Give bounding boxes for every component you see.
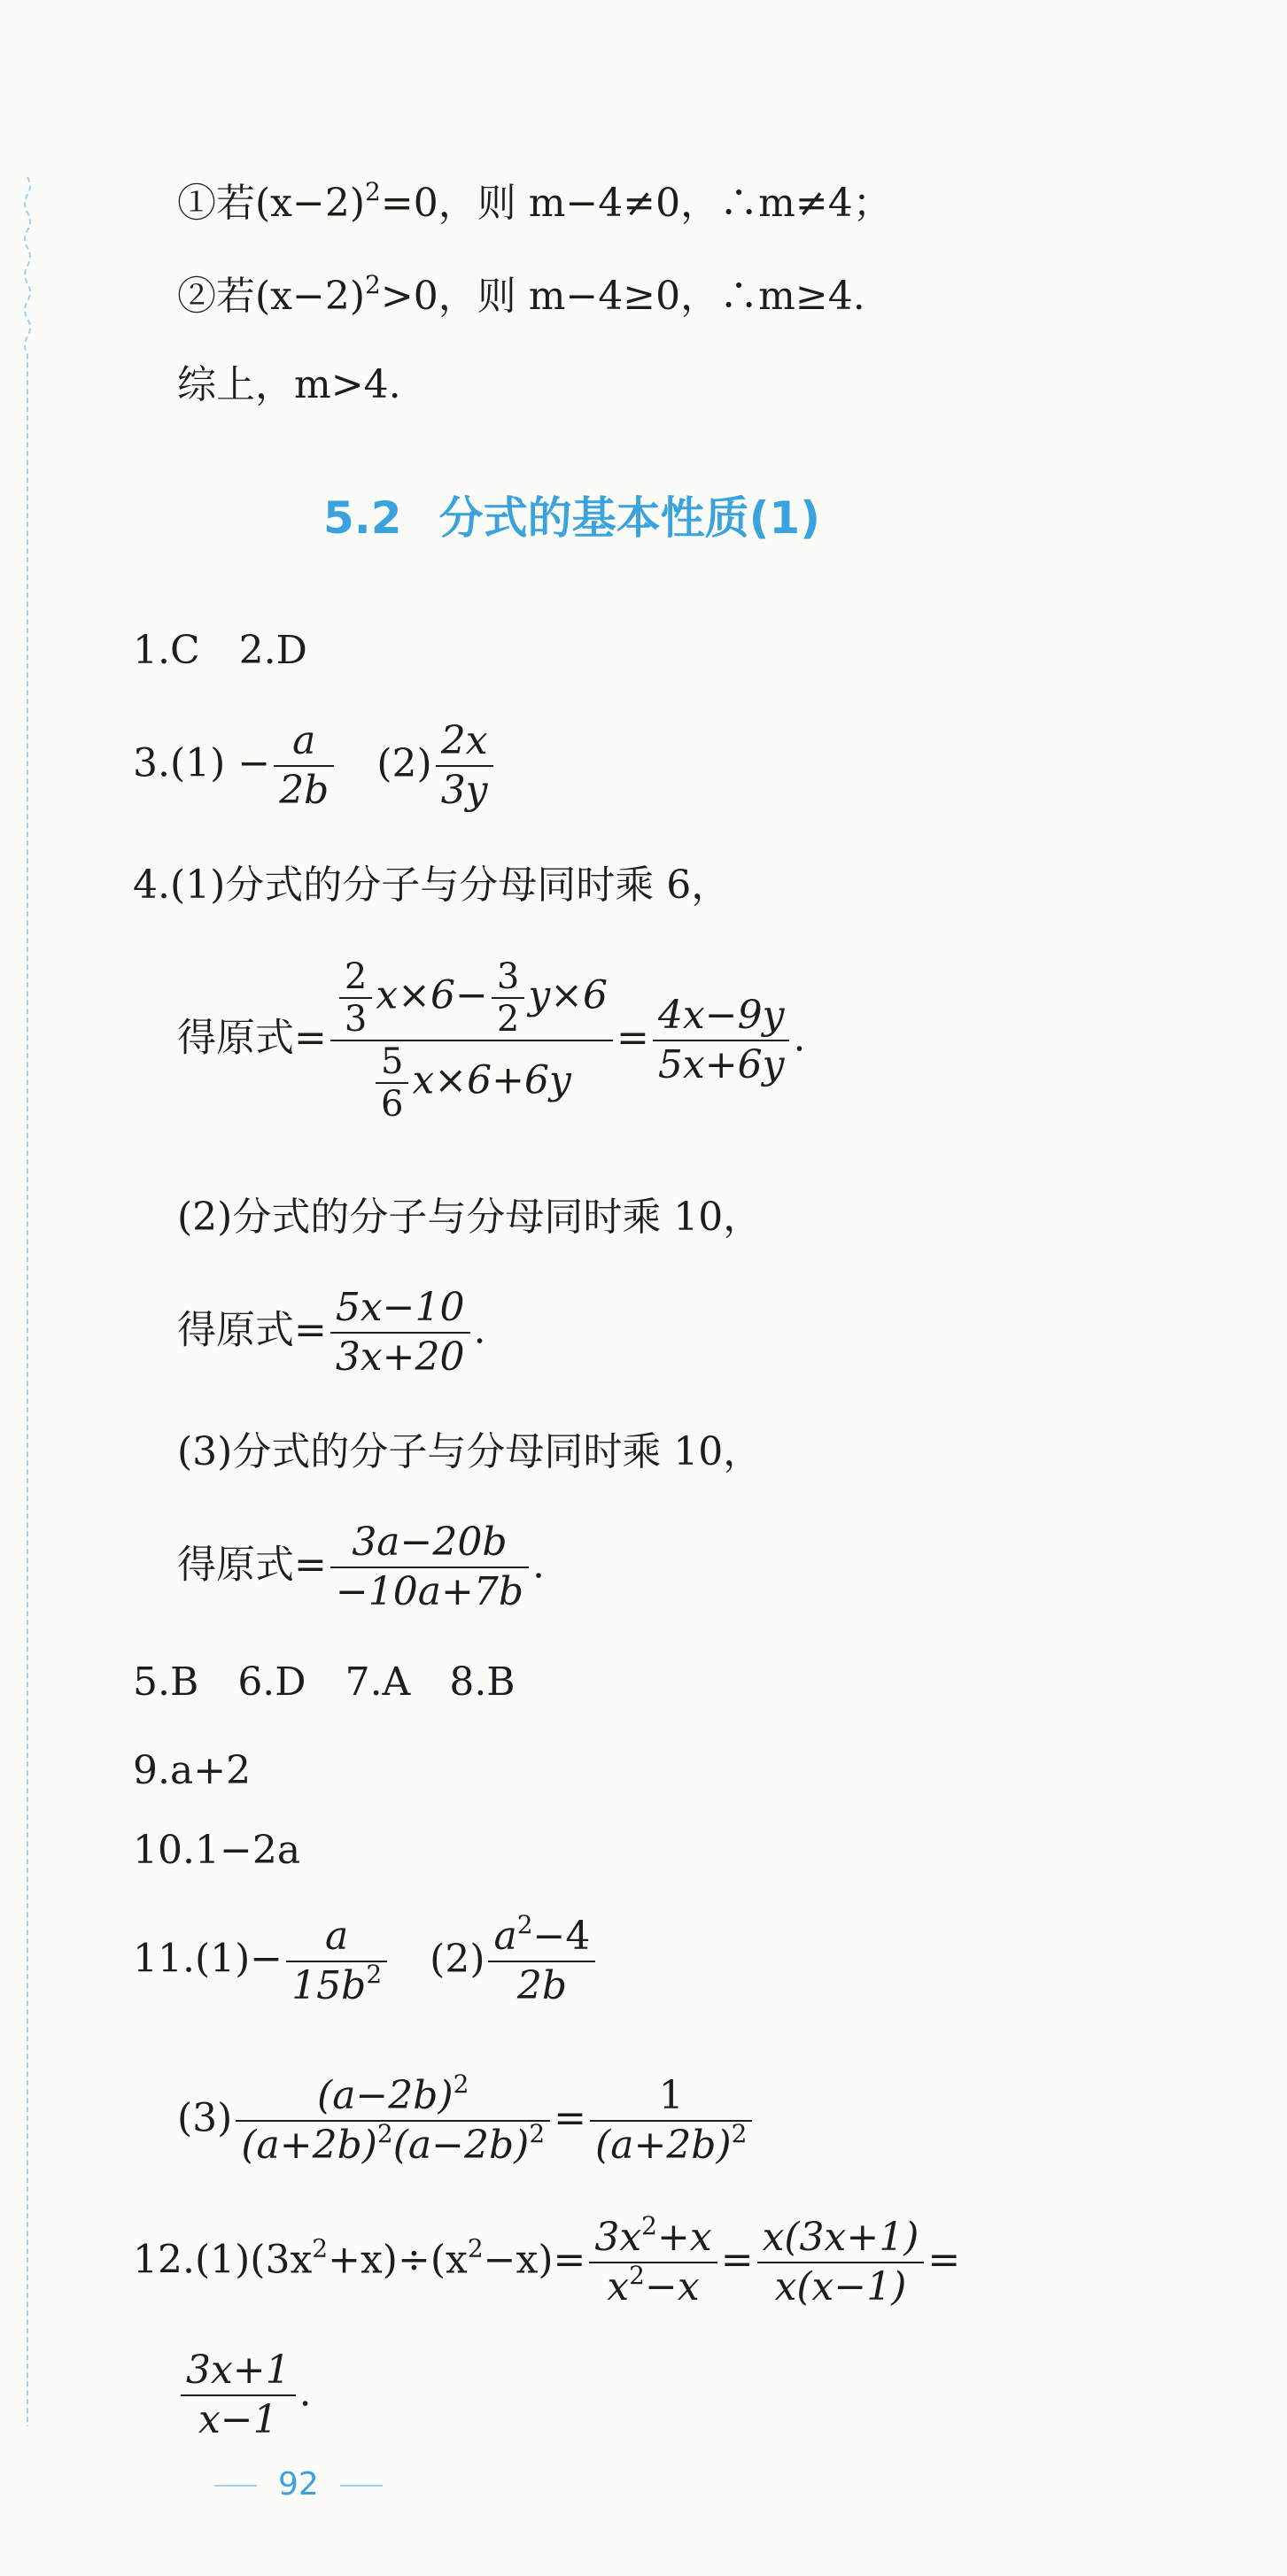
fraction-a11-3-result: $\frac{1}{(a+2b)^2}$: [590, 2072, 752, 2170]
fraction-a4-3: $\frac{3a-20b}{-10a+7b}$: [330, 1519, 529, 1616]
section-title: 分式的基本性质(1): [438, 492, 821, 544]
section-heading: [323, 483, 820, 546]
answer-9: 9.a+2: [133, 1748, 252, 1793]
fraction-a11-1: $\frac{a}{15b^2}$: [286, 1913, 387, 2010]
page-number: 92: [193, 2466, 404, 2503]
answer-3: 3.(1) − $\frac{a}{2b}$ (2) $\frac{2x}{3y}$: [133, 717, 497, 815]
fraction-a4-2: $\frac{5x-10}{3x+20}$: [330, 1284, 470, 1381]
fraction-a3-2: $\frac{2x}{3y}$: [436, 717, 493, 815]
answer-4-3-equation: 得原式= $\frac{3a-20b}{-10a+7b}$ .: [177, 1520, 545, 1614]
fraction-a3-1: $\frac{a}{2b}$: [274, 717, 334, 815]
fraction-a12-2: $\frac{x(3x+1)}{x(x-1)}$: [757, 2214, 925, 2311]
fraction-a4-result: $\frac{4x-9y}{5x+6y}$: [653, 992, 790, 1089]
fraction-a12-1: $\frac{3x^2+x}{x^2-x}$: [589, 2214, 717, 2311]
answer-12-result: $\frac{3x+1}{x-1}$ .: [177, 2347, 312, 2444]
fraction-a12-end: $\frac{3x+1}{x-1}$: [181, 2347, 296, 2444]
answer-4-3: (3)分式的分子与分母同时乘 10，: [177, 1429, 763, 1474]
answer-4-1-equation: 得原式= $\frac{2}{3}$ x×6− $\frac{3}{2}$ y×6 $\frac{5}{6}$ x×6+6y = $\frac{4x-9y}{5x+6y}$ .: [177, 956, 806, 1125]
answer-5-8: 5.B 6.D 7.A 8.B: [133, 1659, 516, 1705]
answer-10: 10.1−2a: [133, 1828, 301, 1873]
fraction-a11-3: $\frac{(a-2b)^2}{(a+2b)^2(a-2b)^2}$: [236, 2072, 550, 2170]
intro-line-2: ②若$(x-2)^2>0$，则 m−4≥0，∴m≥4.: [177, 270, 865, 319]
answer-4-2-equation: 得原式= $\frac{5x-10}{3x+20}$ .: [177, 1285, 486, 1380]
answer-4-1: 4.(1)分式的分子与分母同时乘 6，: [133, 863, 731, 908]
fraction-a4-big: $\frac{2}{3}$ x×6− $\frac{3}{2}$ y×6 $\frac{5}{6}$ x×6+6y: [330, 956, 613, 1125]
fraction-a11-2: $\frac{a^2-4}{2b}$: [488, 1913, 595, 2010]
decorative-wavy-border: [19, 177, 35, 2426]
answer-4-2: (2)分式的分子与分母同时乘 10，: [177, 1195, 763, 1240]
section-number: 5.2: [323, 492, 402, 544]
answer-11: 11.(1)− $\frac{a}{15b^2}$ (2) $\frac{a^2-4}{2b}$: [133, 1913, 599, 2010]
answer-12: $12.(1)(3x^2+x)\div(x^2-x)=$ $\frac{3x^2+x}{x^2-x}$ = $\frac{x(3x+1)}{x(x-1)}$ =: [133, 2211, 961, 2309]
intro-line-1: ①若$(x-2)^2=0$，则 m−4≠0，∴m≠4；: [177, 177, 892, 226]
answer-1-2: 1.C 2.D: [133, 628, 307, 673]
answer-11-3: (3) $\frac{(a-2b)^2}{(a+2b)^2(a-2b)^2}$ = $\frac{1}{(a+2b)^2}$: [177, 2072, 756, 2170]
intro-line-3: 综上，m>4.: [177, 362, 401, 407]
